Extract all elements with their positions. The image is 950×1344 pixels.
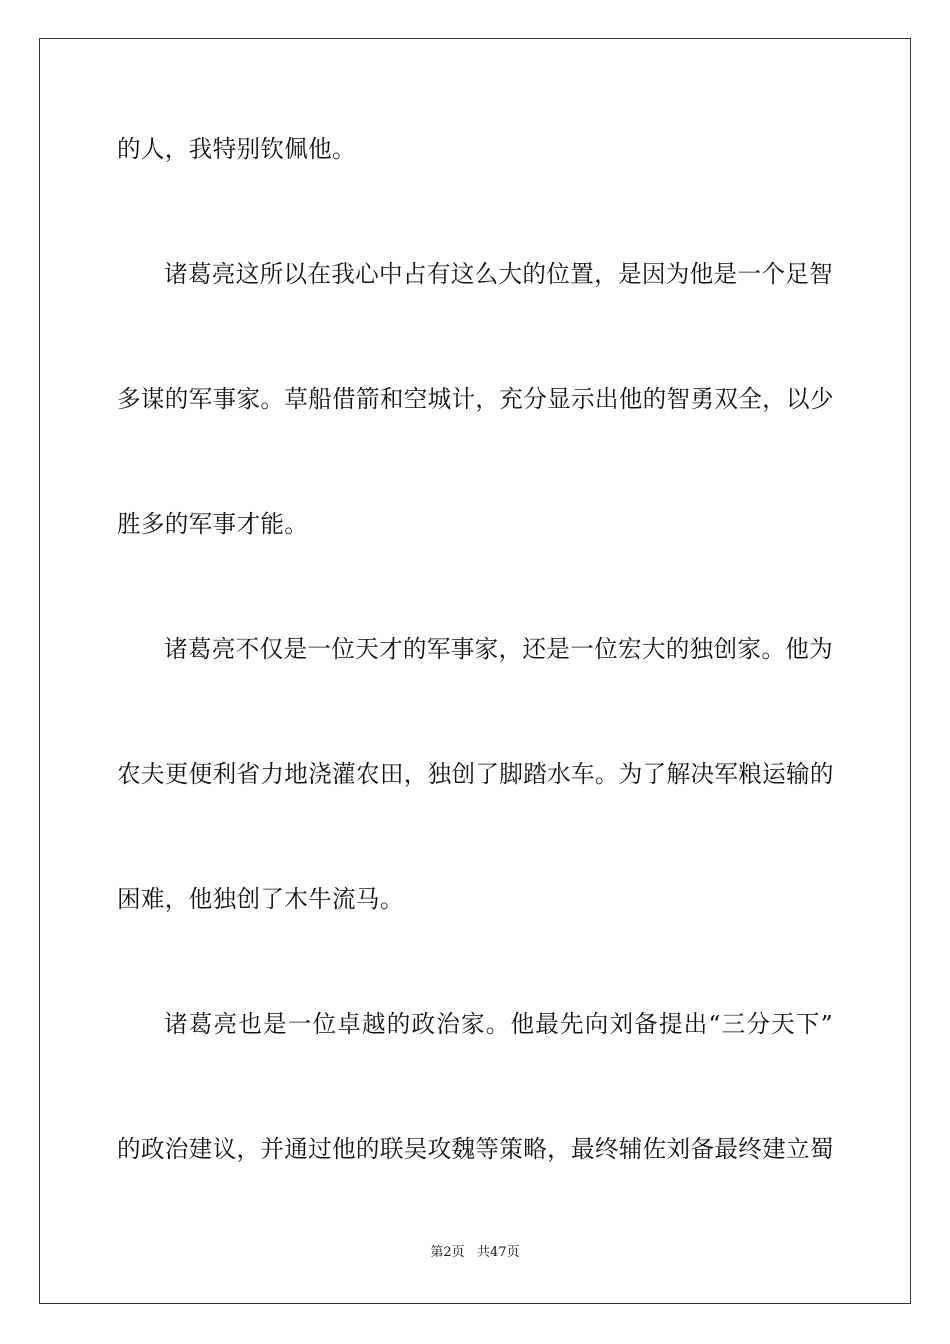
paragraph-first-line: 诸葛亮不仅是一位天才的军事家，还是一位宏大的独创家。他为 <box>164 635 834 663</box>
page-footer: 第2页 共47页 <box>430 1245 520 1260</box>
text-line: 的人，我特别钦佩他。 <box>117 135 356 163</box>
page-border <box>39 38 911 1304</box>
paragraph-first-line: 诸葛亮也是一位卓越的政治家。他最先向刘备提出“三分天下” <box>164 1010 833 1038</box>
text-line: 多谋的军事家。草船借箭和空城计，充分显示出他的智勇双全，以少 <box>117 385 834 413</box>
text-line: 困难，他独创了木牛流马。 <box>117 885 404 913</box>
text-line: 的政治建议，并通过他的联吴攻魏等策略，最终辅佐刘备最终建立蜀 <box>117 1135 834 1163</box>
text-line: 胜多的军事才能。 <box>117 510 309 538</box>
text-line: 农夫更便利省力地浇灌农田，独创了脚踏水车。为了解决军粮运输的 <box>117 760 834 788</box>
paragraph-first-line: 诸葛亮这所以在我心中占有这么大的位置，是因为他是一个足智 <box>164 260 834 288</box>
